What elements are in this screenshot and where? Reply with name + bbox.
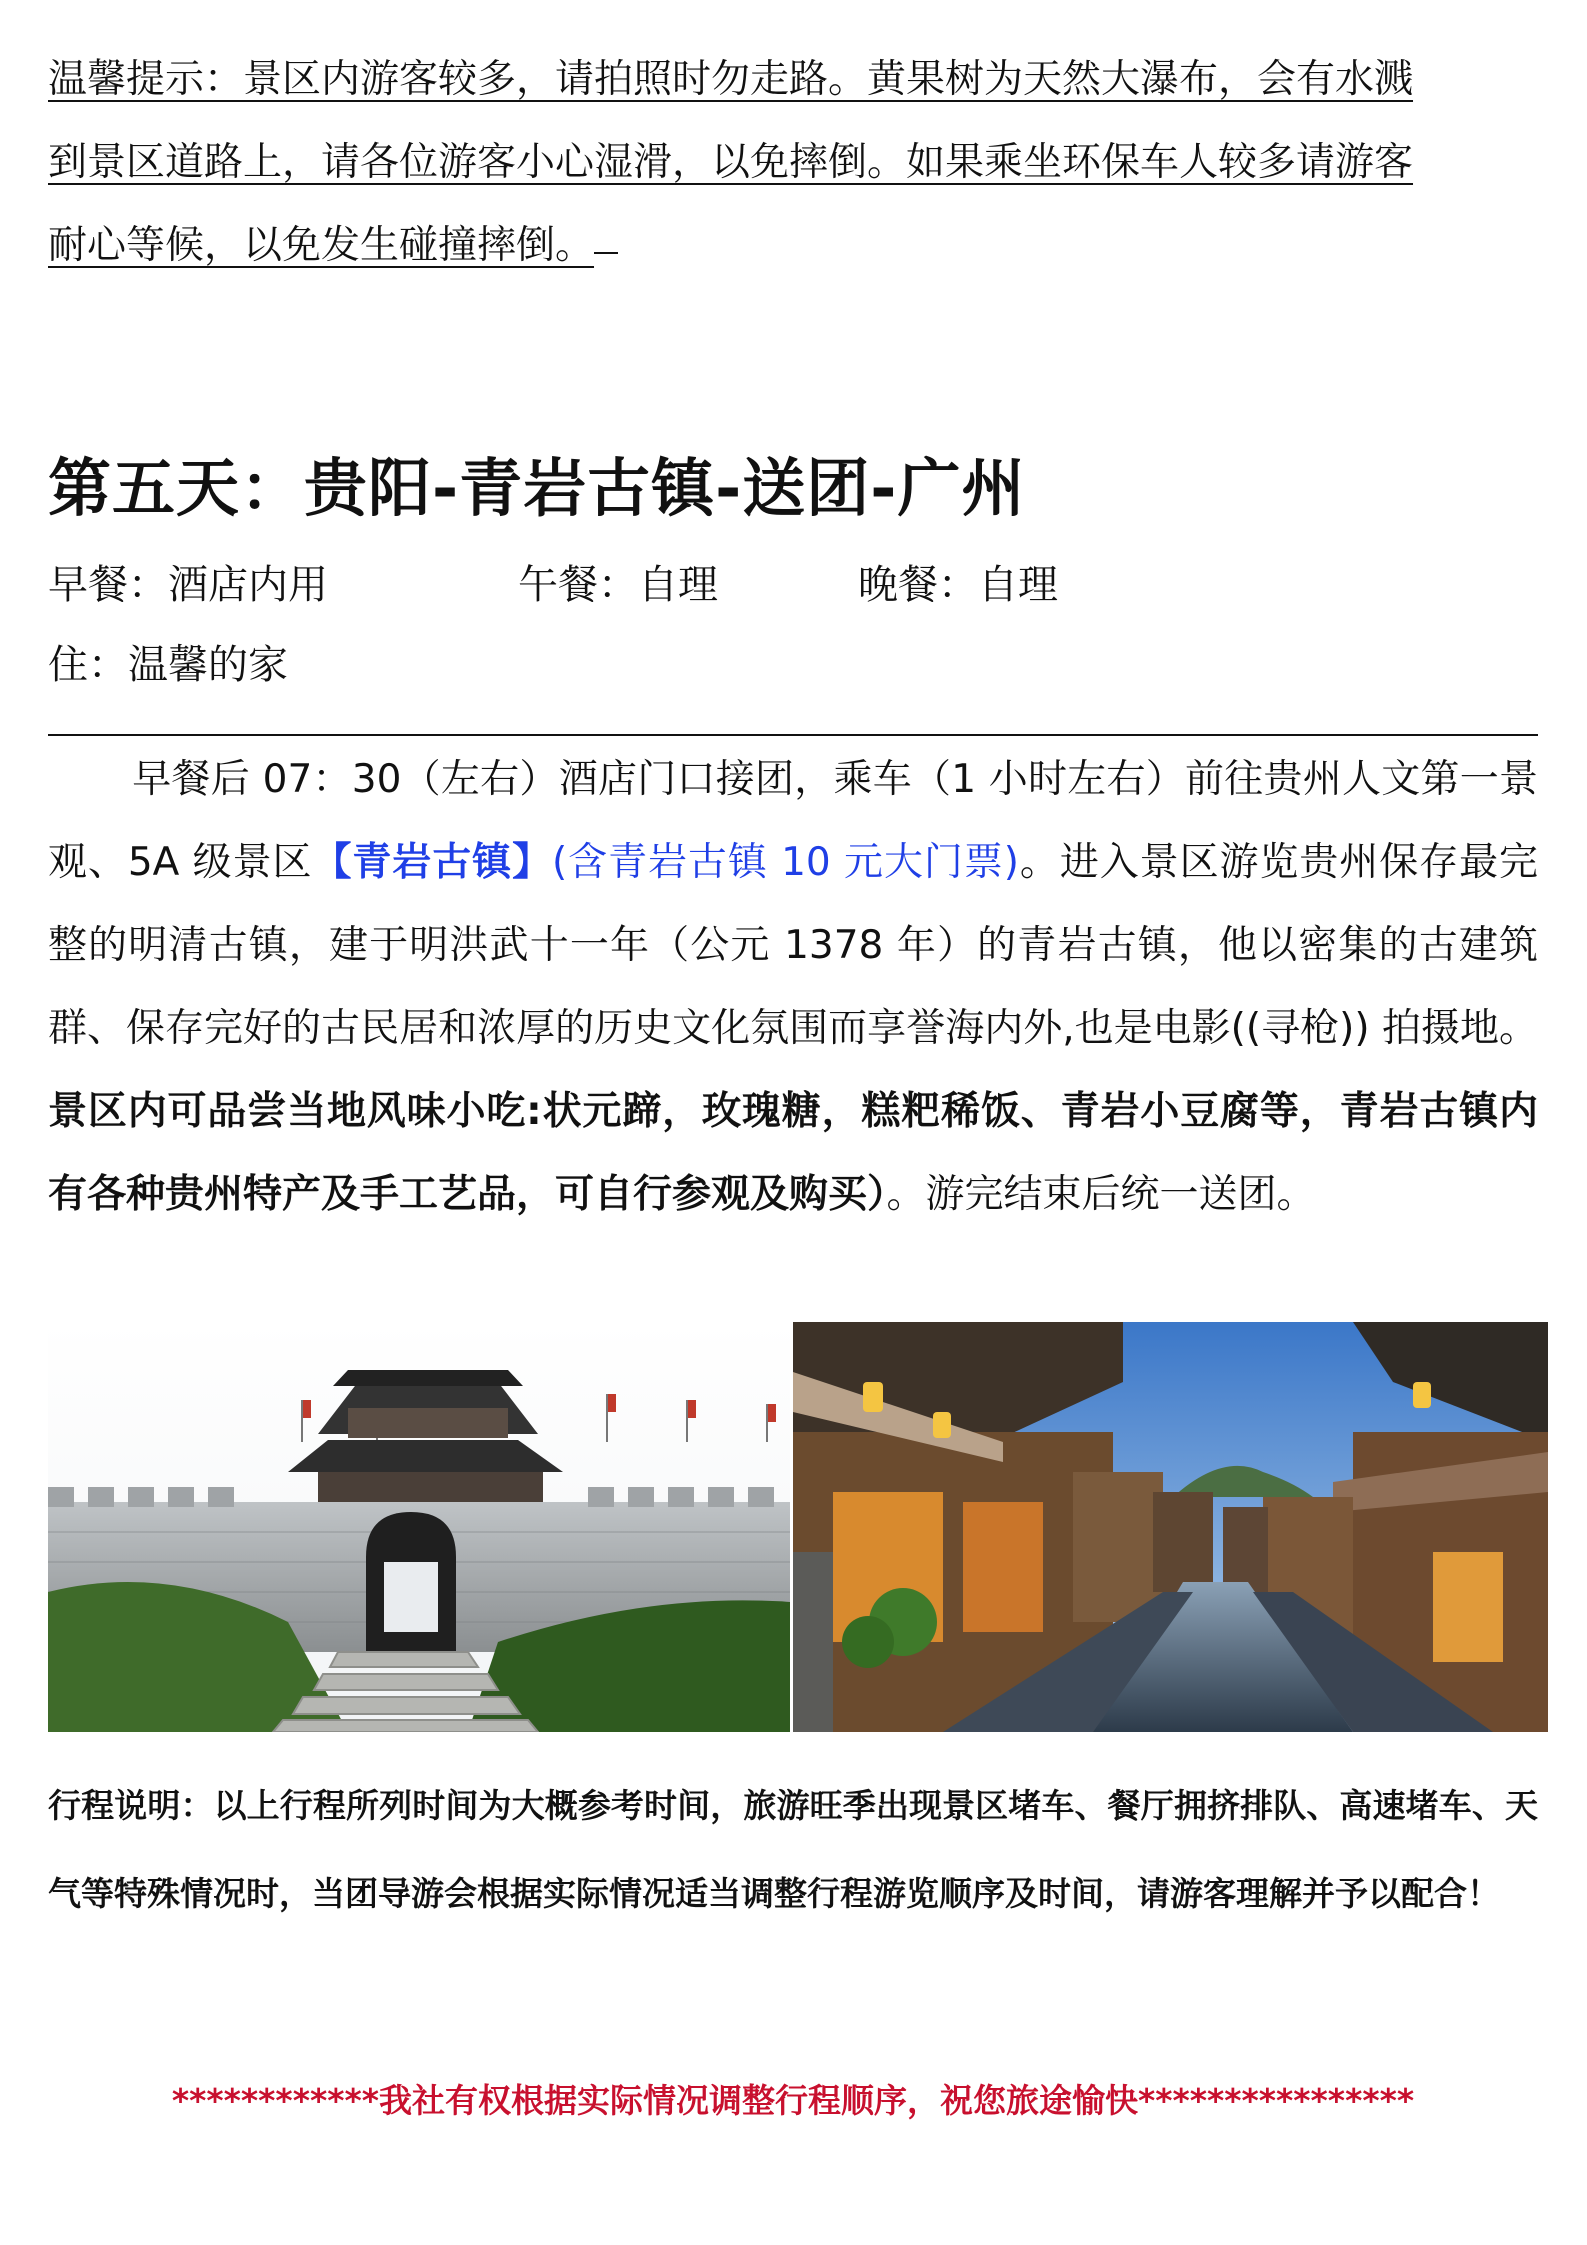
warm-tip-line-3: 耐心等候，以免发生碰撞摔倒。 (48, 223, 595, 268)
description-part-2: 。进入景区游览贵州保存最完整的明清古镇，建于明洪武十一年（公元 1378 年）的青岩古镇，他以密集的古建筑群、保存完好的古民居和浓厚的历史文化氛围而享誉海内外,也是电影((寻枪)) 拍摄地。 (48, 840, 1538, 1051)
section-divider (48, 734, 1538, 736)
itinerary-notice: 行程说明：以上行程所列时间为大概参考时间，旅游旺季出现景区堵车、餐厅拥挤排队、高速堵车、天气等特殊情况时，当团导游会根据实际情况适当调整行程游览顺序及时间，请游客理解并予以配合！ (48, 1786, 1538, 1913)
accommodation-info: 住：温馨的家 (48, 642, 288, 688)
footer-disclaimer: ************我社有权根据实际情况调整行程顺序，祝您旅途愉快**************** (171, 2081, 1415, 2120)
description-snacks: 景区内可品尝当地风味小吃:状元蹄，玫瑰糖，糕粑稀饭、青岩小豆腐等，青岩古镇内有各种贵州特产及手工艺品，可自行参观及购买） (48, 1089, 1538, 1217)
meals-row (48, 553, 1538, 613)
warm-tip-line-1: 温馨提示：景区内游客较多，请拍照时勿走路。黄果树为天然大瀑布，会有水溅 (48, 57, 1414, 102)
day-title: 第五天：贵阳-青岩古镇-送团-广州 (48, 452, 1026, 525)
photo-row (48, 1322, 1548, 1732)
warm-tip (48, 38, 1538, 287)
underline-tail (594, 251, 618, 254)
lunch-info: 午餐：自理 (518, 562, 718, 608)
scenic-spot-name: 【青岩古镇】 (312, 840, 553, 885)
ticket-info: (含青岩古镇 10 元大门票) (552, 840, 1019, 885)
description-part-1: 早餐后 07：30（左右）酒店门口接团，乘车（1 小时左右）前往贵州人文第一景观、5A 级景区 (48, 757, 1538, 885)
city-gate-photo (48, 1322, 790, 1732)
description-part-3: 。游完结束后统一送团。 (886, 1172, 1316, 1217)
day-description (48, 738, 1538, 1236)
breakfast-info: 早餐：酒店内用 (48, 562, 328, 608)
dinner-info: 晚餐：自理 (858, 562, 1058, 608)
warm-tip-line-2: 到景区道路上，请各位游客小心湿滑，以免摔倒。如果乘坐环保车人较多请游客 (48, 140, 1414, 185)
old-town-street-photo (793, 1322, 1548, 1732)
